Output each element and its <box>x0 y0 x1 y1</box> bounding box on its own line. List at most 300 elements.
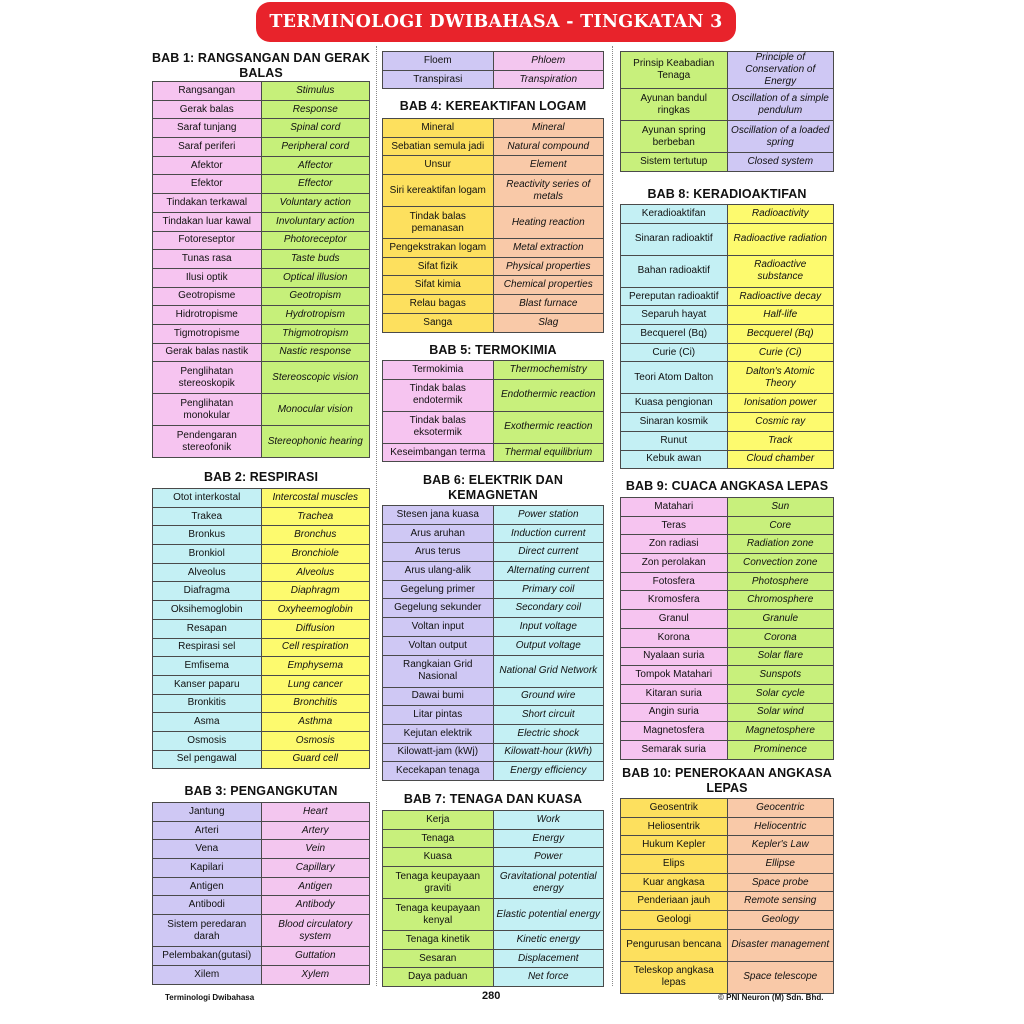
term-row <box>383 156 604 175</box>
term-row <box>153 657 370 676</box>
malay-term: Gerak balas nastik <box>153 343 262 362</box>
malay-term: Fotosfera <box>621 572 728 591</box>
term-row <box>383 706 604 725</box>
english-term: Ground wire <box>493 687 604 706</box>
malay-term: Geosentrik <box>621 799 728 818</box>
malay-term: Bronkiol <box>153 545 262 564</box>
english-term: Spinal cord <box>261 119 370 138</box>
term-row <box>153 100 370 119</box>
term-row <box>621 703 834 722</box>
term-row <box>153 119 370 138</box>
term-row <box>383 968 604 987</box>
section-bab3 <box>152 784 370 985</box>
english-term: Corona <box>727 628 834 647</box>
english-term: Disaster management <box>727 929 834 961</box>
term-row <box>383 379 604 411</box>
english-term: Closed system <box>727 153 834 172</box>
term-row <box>383 411 604 443</box>
malay-term: Magnetosfera <box>621 722 728 741</box>
malay-term: Mineral <box>383 119 494 138</box>
term-row <box>153 731 370 750</box>
column-separator-1 <box>376 46 377 986</box>
english-term: Ellipse <box>727 855 834 874</box>
malay-term: Arteri <box>153 821 262 840</box>
term-row <box>153 175 370 194</box>
malay-term: Penderiaan jauh <box>621 892 728 911</box>
english-term: Kepler's Law <box>727 836 834 855</box>
malay-term: Sanga <box>383 313 494 332</box>
english-term: Voluntary action <box>261 194 370 213</box>
malay-term: Xilem <box>153 965 262 984</box>
english-term: Metal extraction <box>493 239 604 258</box>
malay-term: Osmosis <box>153 731 262 750</box>
english-term: Thermochemistry <box>493 361 604 380</box>
malay-term: Arus aruhan <box>383 524 494 543</box>
english-term: Induction current <box>493 524 604 543</box>
english-term: Primary coil <box>493 580 604 599</box>
english-term: Affector <box>261 156 370 175</box>
malay-term: Penglihatan monokular <box>153 394 262 426</box>
term-row <box>621 535 834 554</box>
malay-term: Vena <box>153 840 262 859</box>
english-term: Power station <box>493 506 604 525</box>
malay-term: Kuasa pengionan <box>621 394 728 413</box>
footer-page-number: 280 <box>482 990 501 1002</box>
english-term: Cosmic ray <box>727 413 834 432</box>
term-row <box>383 506 604 525</box>
english-term: Oscillation of a simple pendulum <box>727 89 834 121</box>
malay-term: Heliosentrik <box>621 817 728 836</box>
malay-term: Tenaga keupayaan graviti <box>383 867 494 899</box>
section-heading: BAB 8: KERADIOAKTIFAN <box>647 187 807 201</box>
malay-term: Kilowatt-jam (kWj) <box>383 743 494 762</box>
term-row <box>383 848 604 867</box>
term-row <box>153 489 370 508</box>
term-row <box>153 859 370 878</box>
english-term: Heliocentric <box>727 817 834 836</box>
english-term: Convection zone <box>727 554 834 573</box>
english-term: Stimulus <box>261 82 370 101</box>
section-bab2 <box>152 470 370 769</box>
english-term: Oxyheemoglobin <box>261 601 370 620</box>
term-row <box>621 498 834 517</box>
term-row <box>153 268 370 287</box>
english-term: Antigen <box>261 877 370 896</box>
term-row <box>153 138 370 157</box>
malay-term: Elips <box>621 855 728 874</box>
malay-term: Kejutan elektrik <box>383 724 494 743</box>
section-heading: BAB 2: RESPIRASI <box>203 470 319 484</box>
english-term: Principle of Conservation of Energy <box>727 52 834 89</box>
term-row <box>621 516 834 535</box>
malay-term: Matahari <box>621 498 728 517</box>
malay-term: Sifat kimia <box>383 276 494 295</box>
english-term: Direct current <box>493 543 604 562</box>
term-row <box>621 343 834 362</box>
english-term: Mineral <box>493 119 604 138</box>
term-row <box>621 52 834 89</box>
term-row <box>383 599 604 618</box>
english-term: Net force <box>493 968 604 987</box>
term-row <box>383 949 604 968</box>
section-bab3-continued <box>382 51 604 89</box>
english-term: Chemical properties <box>493 276 604 295</box>
english-term: Chromosphere <box>727 591 834 610</box>
english-term: Energy <box>493 829 604 848</box>
malay-term: Diafragma <box>153 582 262 601</box>
malay-term: Sel pengawal <box>153 750 262 769</box>
malay-term: Sinaran kosmik <box>621 413 728 432</box>
term-table <box>620 798 834 994</box>
malay-term: Tunas rasa <box>153 250 262 269</box>
malay-term: Sebatian semula jadi <box>383 137 494 156</box>
term-row <box>383 562 604 581</box>
malay-term: Becquerel (Bq) <box>621 325 728 344</box>
english-term: Heart <box>261 803 370 822</box>
term-row <box>153 507 370 526</box>
malay-term: Asma <box>153 713 262 732</box>
term-row <box>621 799 834 818</box>
english-term: Space probe <box>727 873 834 892</box>
term-row <box>621 362 834 394</box>
malay-term: Sifat fizik <box>383 257 494 276</box>
term-row <box>153 803 370 822</box>
malay-term: Zon perolakan <box>621 554 728 573</box>
english-term: Ionisation power <box>727 394 834 413</box>
english-term: Reactivity series of metals <box>493 175 604 207</box>
malay-term: Angin suria <box>621 703 728 722</box>
term-row <box>621 855 834 874</box>
english-term: Dalton's Atomic Theory <box>727 362 834 394</box>
english-term: Energy efficiency <box>493 762 604 781</box>
english-term: Effector <box>261 175 370 194</box>
term-row <box>153 324 370 343</box>
malay-term: Pereputan radioaktif <box>621 287 728 306</box>
term-row <box>383 931 604 950</box>
malay-term: Teras <box>621 516 728 535</box>
term-row <box>383 524 604 543</box>
malay-term: Afektor <box>153 156 262 175</box>
english-term: Thermal equilibrium <box>493 443 604 462</box>
english-term: Artery <box>261 821 370 840</box>
malay-term: Termokimia <box>383 361 494 380</box>
section-heading: BAB 6: ELEKTRIK DAN KEMAGNETAN <box>422 473 564 502</box>
term-row <box>153 394 370 426</box>
page-title-banner <box>256 2 736 42</box>
english-term: Antibody <box>261 896 370 915</box>
term-row <box>153 896 370 915</box>
term-row <box>153 582 370 601</box>
malay-term: Arus ulang-alik <box>383 562 494 581</box>
term-row <box>621 873 834 892</box>
term-row <box>153 877 370 896</box>
english-term: Blast furnace <box>493 295 604 314</box>
term-row <box>383 655 604 687</box>
term-row <box>153 82 370 101</box>
english-term: Cloud chamber <box>727 450 834 469</box>
malay-term: Saraf periferi <box>153 138 262 157</box>
term-row <box>153 156 370 175</box>
malay-term: Antigen <box>153 877 262 896</box>
english-term: Diaphragm <box>261 582 370 601</box>
malay-term: Pengekstrakan logam <box>383 239 494 258</box>
term-table <box>620 497 834 760</box>
malay-term: Korona <box>621 628 728 647</box>
english-term: Power <box>493 848 604 867</box>
english-term: Photoreceptor <box>261 231 370 250</box>
term-row <box>621 223 834 255</box>
english-term: Sunspots <box>727 666 834 685</box>
section-heading: BAB 9: CUACA ANGKASA LEPAS <box>625 479 829 493</box>
malay-term: Geotropisme <box>153 287 262 306</box>
english-term: Physical properties <box>493 257 604 276</box>
section-bab8 <box>620 187 834 469</box>
malay-term: Antibodi <box>153 896 262 915</box>
malay-term: Emfisema <box>153 657 262 676</box>
section-heading: BAB 3: PENGANGKUTAN <box>184 784 338 798</box>
english-term: Geocentric <box>727 799 834 818</box>
english-term: Exothermic reaction <box>493 411 604 443</box>
english-term: Solar wind <box>727 703 834 722</box>
english-term: Stereophonic hearing <box>261 426 370 458</box>
malay-term: Pendengaran stereofonik <box>153 426 262 458</box>
english-term: Capillary <box>261 859 370 878</box>
term-row <box>383 687 604 706</box>
english-term: Endothermic reaction <box>493 379 604 411</box>
malay-term: Ayunan bandul ringkas <box>621 89 728 121</box>
term-row <box>621 591 834 610</box>
term-row <box>153 250 370 269</box>
english-term: Remote sensing <box>727 892 834 911</box>
english-term: Displacement <box>493 949 604 968</box>
term-row <box>153 675 370 694</box>
term-row <box>621 431 834 450</box>
term-row <box>383 811 604 830</box>
term-row <box>621 205 834 224</box>
malay-term: Alveolus <box>153 563 262 582</box>
english-term: Prominence <box>727 740 834 759</box>
term-table <box>620 51 834 172</box>
section-bab6 <box>382 473 604 781</box>
term-row <box>153 231 370 250</box>
term-row <box>153 840 370 859</box>
malay-term: Kapilari <box>153 859 262 878</box>
malay-term: Hidrotropisme <box>153 306 262 325</box>
term-row <box>621 666 834 685</box>
malay-term: Kuar angkasa <box>621 873 728 892</box>
malay-term: Tindak balas endotermik <box>383 379 494 411</box>
malay-term: Sesaran <box>383 949 494 968</box>
malay-term: Sistem peredaran darah <box>153 915 262 947</box>
malay-term: Separuh hayat <box>621 306 728 325</box>
malay-term: Kecekapan tenaga <box>383 762 494 781</box>
malay-term: Teori Atom Dalton <box>621 362 728 394</box>
english-term: Nastic response <box>261 343 370 362</box>
malay-term: Resapan <box>153 619 262 638</box>
term-row <box>153 545 370 564</box>
malay-term: Kerja <box>383 811 494 830</box>
term-table <box>382 505 604 781</box>
term-row <box>621 722 834 741</box>
section-heading: BAB 7: TENAGA DAN KUASA <box>403 792 583 806</box>
malay-term: Sinaran radioaktif <box>621 223 728 255</box>
malay-term: Tigmotropisme <box>153 324 262 343</box>
term-row <box>621 413 834 432</box>
malay-term: Litar pintas <box>383 706 494 725</box>
section-bab7 <box>382 792 604 987</box>
malay-term: Bronkus <box>153 526 262 545</box>
term-row <box>383 743 604 762</box>
english-term: Optical illusion <box>261 268 370 287</box>
term-row <box>621 394 834 413</box>
english-term: Secondary coil <box>493 599 604 618</box>
english-term: Space telescope <box>727 961 834 993</box>
malay-term: Curie (Ci) <box>621 343 728 362</box>
term-table <box>152 488 370 769</box>
english-term: Transpiration <box>493 70 604 89</box>
english-term: Half-life <box>727 306 834 325</box>
english-term: Photosphere <box>727 572 834 591</box>
term-row <box>153 694 370 713</box>
page-title: TERMINOLOGI DWIBAHASA - TINGKATAN 3 <box>269 12 723 32</box>
term-row <box>153 287 370 306</box>
term-row <box>621 325 834 344</box>
term-table <box>382 51 604 89</box>
english-term: Thigmotropism <box>261 324 370 343</box>
footer-copyright: © PNI Neuron (M) Sdn. Bhd. <box>718 993 824 1002</box>
malay-term: Gerak balas <box>153 100 262 119</box>
malay-term: Kromosfera <box>621 591 728 610</box>
english-term: Geology <box>727 911 834 930</box>
term-row <box>621 740 834 759</box>
term-row <box>621 153 834 172</box>
malay-term: Runut <box>621 431 728 450</box>
term-row <box>621 121 834 153</box>
term-row <box>153 362 370 394</box>
malay-term: Oksihemoglobin <box>153 601 262 620</box>
term-row <box>153 915 370 947</box>
term-row <box>621 892 834 911</box>
term-row <box>621 929 834 961</box>
english-term: Vein <box>261 840 370 859</box>
section-heading: BAB 4: KEREAKTIFAN LOGAM <box>399 99 587 113</box>
english-term: Gravitational potential energy <box>493 867 604 899</box>
english-term: Guard cell <box>261 750 370 769</box>
english-term: Input voltage <box>493 618 604 637</box>
term-table <box>382 118 604 333</box>
malay-term: Prinsip Keabadian Tenaga <box>621 52 728 89</box>
english-term: Kinetic energy <box>493 931 604 950</box>
term-row <box>153 194 370 213</box>
malay-term: Voltan input <box>383 618 494 637</box>
english-term: Guttation <box>261 947 370 966</box>
malay-term: Gegelung sekunder <box>383 599 494 618</box>
english-term: Diffusion <box>261 619 370 638</box>
term-row <box>621 610 834 629</box>
malay-term: Pengurusan bencana <box>621 929 728 961</box>
malay-term: Rangkaian Grid Nasional <box>383 655 494 687</box>
term-row <box>153 563 370 582</box>
english-term: Elastic potential energy <box>493 899 604 931</box>
term-row <box>383 636 604 655</box>
term-row <box>153 638 370 657</box>
english-term: Granule <box>727 610 834 629</box>
term-row <box>153 965 370 984</box>
malay-term: Tompok Matahari <box>621 666 728 685</box>
english-term: Electric shock <box>493 724 604 743</box>
english-term: Trachea <box>261 507 370 526</box>
term-row <box>383 867 604 899</box>
term-row <box>153 343 370 362</box>
english-term: Geotropism <box>261 287 370 306</box>
footer-book-title: Terminologi Dwibahasa <box>165 993 255 1002</box>
term-row <box>383 276 604 295</box>
term-row <box>383 175 604 207</box>
section-heading: BAB 5: TERMOKIMIA <box>429 343 557 357</box>
english-term: Bronchus <box>261 526 370 545</box>
term-row <box>621 961 834 993</box>
malay-term: Penglihatan stereoskopik <box>153 362 262 394</box>
english-term: Becquerel (Bq) <box>727 325 834 344</box>
section-bab9 <box>620 479 834 760</box>
english-term: Involuntary action <box>261 212 370 231</box>
term-row <box>383 257 604 276</box>
english-term: Work <box>493 811 604 830</box>
section-bab4 <box>382 99 604 333</box>
malay-term: Kanser paparu <box>153 675 262 694</box>
term-row <box>621 554 834 573</box>
malay-term: Efektor <box>153 175 262 194</box>
english-term: Solar cycle <box>727 684 834 703</box>
section-bab10 <box>620 766 834 994</box>
malay-term: Tenaga kinetik <box>383 931 494 950</box>
malay-term: Semarak suria <box>621 740 728 759</box>
english-term: Asthma <box>261 713 370 732</box>
term-row <box>621 287 834 306</box>
malay-term: Tenaga <box>383 829 494 848</box>
english-term: Bronchiole <box>261 545 370 564</box>
term-table <box>382 810 604 987</box>
english-term: Lung cancer <box>261 675 370 694</box>
malay-term: Dawai bumi <box>383 687 494 706</box>
term-row <box>153 821 370 840</box>
english-term: Phloem <box>493 52 604 71</box>
term-row <box>153 426 370 458</box>
malay-term: Fotoreseptor <box>153 231 262 250</box>
term-row <box>621 306 834 325</box>
section-bab5 <box>382 343 604 462</box>
english-term: Blood circulatory system <box>261 915 370 947</box>
term-row <box>153 619 370 638</box>
column-separator-2 <box>612 46 613 986</box>
malay-term: Trakea <box>153 507 262 526</box>
english-term: Radiation zone <box>727 535 834 554</box>
malay-term: Kitaran suria <box>621 684 728 703</box>
malay-term: Jantung <box>153 803 262 822</box>
term-row <box>153 526 370 545</box>
english-term: Taste buds <box>261 250 370 269</box>
malay-term: Granul <box>621 610 728 629</box>
term-row <box>383 137 604 156</box>
english-term: Kilowatt-hour (kWh) <box>493 743 604 762</box>
malay-term: Keradioaktifan <box>621 205 728 224</box>
english-term: Alveolus <box>261 563 370 582</box>
malay-term: Floem <box>383 52 494 71</box>
term-row <box>383 543 604 562</box>
english-term: Magnetosphere <box>727 722 834 741</box>
term-row <box>621 628 834 647</box>
term-row <box>621 836 834 855</box>
